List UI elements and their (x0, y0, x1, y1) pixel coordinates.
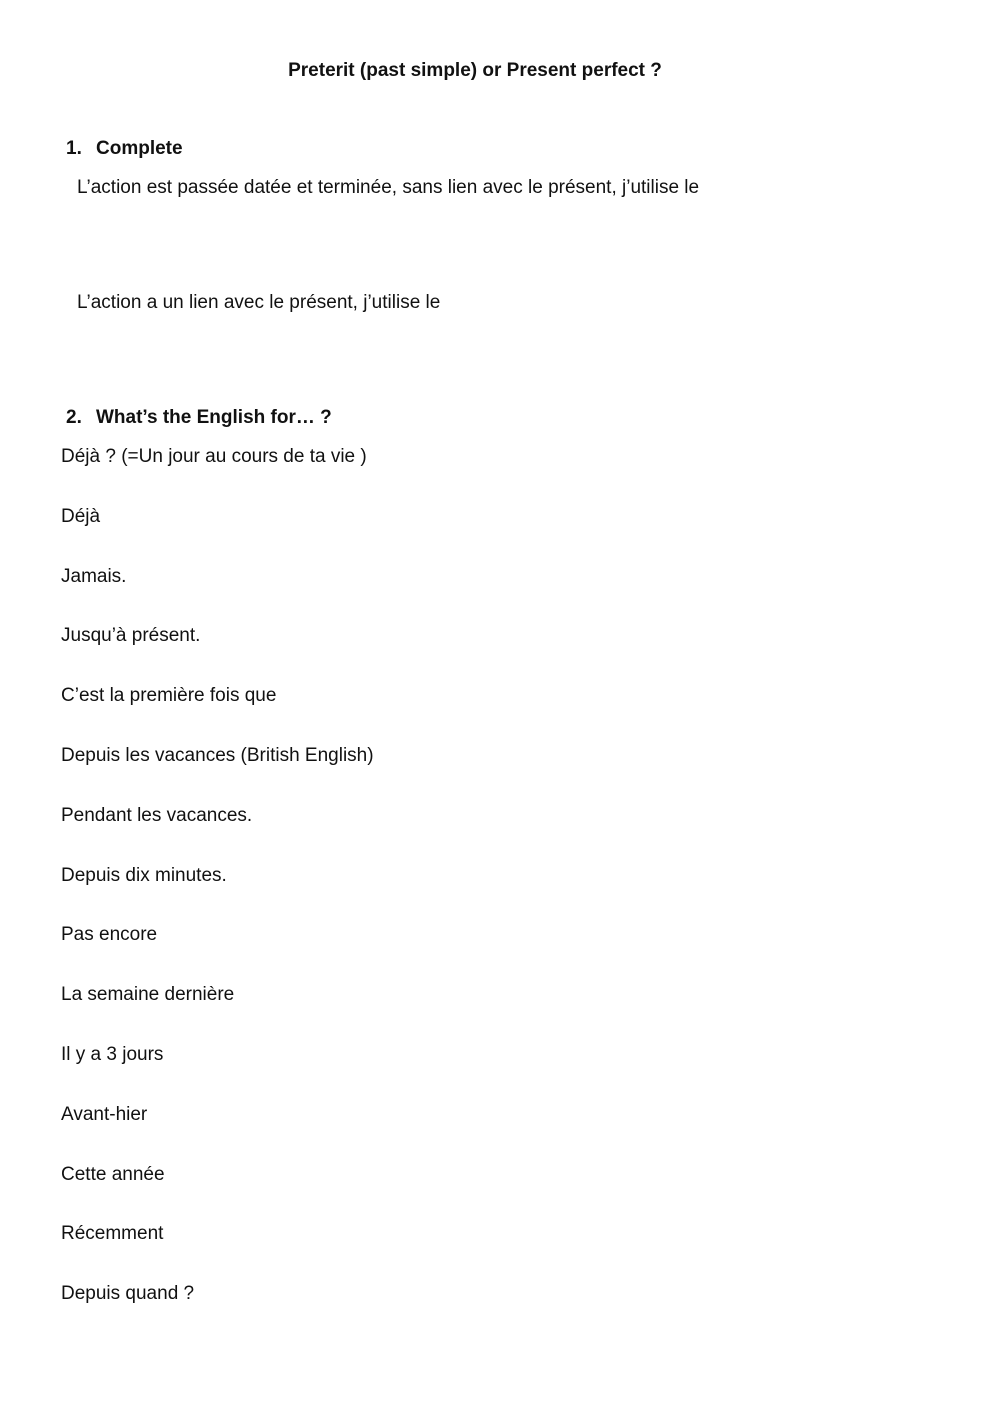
list-item: Depuis dix minutes. (61, 864, 227, 886)
complete-sentence-1: L’action est passée datée et terminée, sans lien avec le présent, j’utilise le (77, 177, 700, 198)
list-item: Depuis les vacances (British English) (61, 744, 374, 766)
list-item: Pendant les vacances. (61, 804, 253, 826)
list-item: Cette année (61, 1163, 165, 1185)
list-item: Jusqu’à présent. (61, 625, 201, 647)
section-2-number: 2. (66, 407, 82, 428)
list-item: Déjà (61, 505, 101, 527)
section-2-title: What’s the English for… ? (96, 407, 332, 428)
list-item: Il y a 3 jours (61, 1043, 164, 1065)
list-item: Avant-hier (61, 1103, 148, 1125)
section-2-heading (66, 407, 332, 429)
page-title: Preterit (past simple) or Present perfect ? (288, 60, 662, 81)
section-1-heading (66, 138, 183, 160)
list-item: Depuis quand ? (61, 1283, 195, 1305)
list-item: Pas encore (61, 924, 158, 946)
list-item: Jamais. (61, 565, 127, 587)
list-item: C’est la première fois que (61, 685, 277, 707)
section-1-title: Complete (96, 138, 183, 159)
list-item: Déjà ? (=Un jour au cours de ta vie ) (61, 446, 367, 467)
list-item: La semaine dernière (61, 984, 235, 1006)
section-1-number: 1. (66, 138, 82, 159)
vocabulary-list (61, 445, 374, 1342)
complete-sentence-2: L’action a un lien avec le présent, j’utilise le (77, 292, 441, 313)
list-item: Récemment (61, 1223, 164, 1245)
